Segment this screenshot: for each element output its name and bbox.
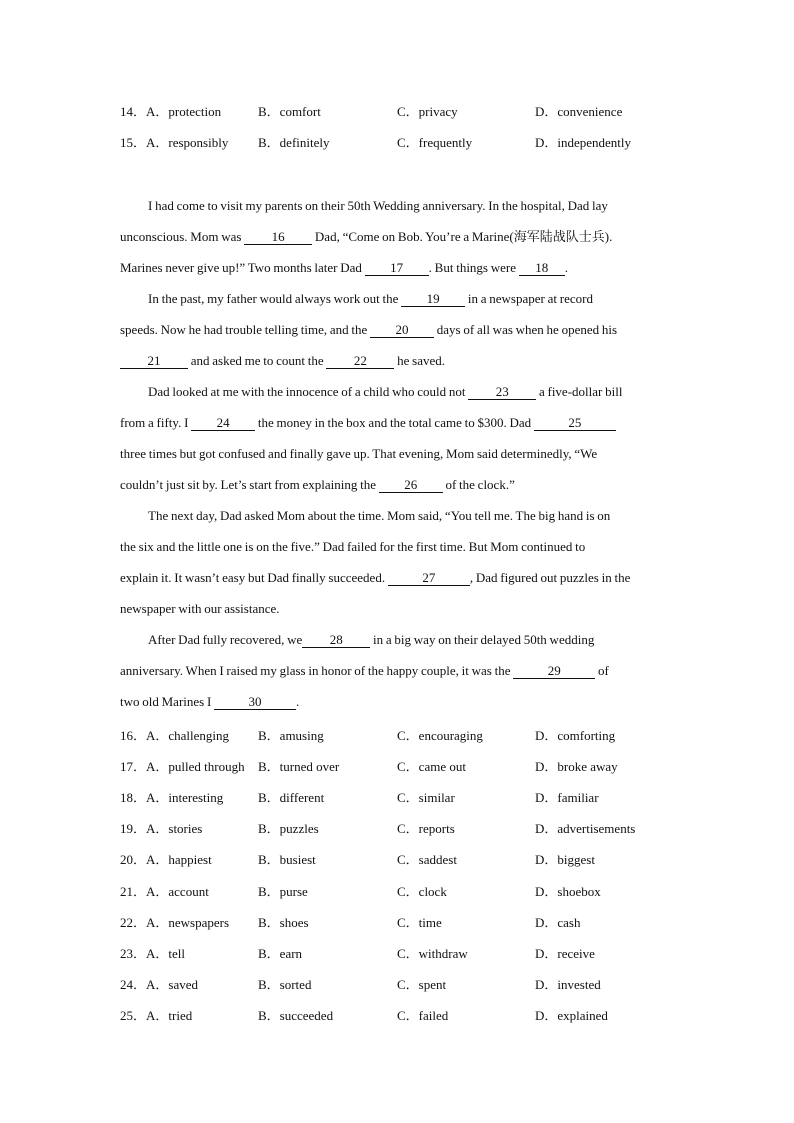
option-c: C．clock xyxy=(397,884,447,899)
option-row-25 xyxy=(120,1006,720,1026)
text: unconscious. Mom was xyxy=(120,229,245,244)
passage-line xyxy=(120,562,680,593)
option-d: D．biggest xyxy=(535,852,595,867)
option-row-17 xyxy=(120,757,720,777)
passage-line xyxy=(120,252,680,283)
option-row-18 xyxy=(120,788,720,808)
option-a: 22．A．newspapers xyxy=(120,915,230,930)
text: in a big way on their delayed 50th wedding xyxy=(370,632,595,647)
passage-line xyxy=(120,221,680,252)
passage-line xyxy=(120,283,680,314)
option-row-23 xyxy=(120,944,720,964)
passage-line xyxy=(120,407,680,438)
text: explain it. It wasn’t easy but Dad finally succeeded. xyxy=(120,570,388,585)
option-a: 23．A．tell xyxy=(120,946,185,961)
blank-18[interactable]: 18 xyxy=(519,261,565,276)
text: . But things were xyxy=(428,260,519,275)
text: the six and the little one is on the five.” Dad failed for the first time. But Mom continued to xyxy=(120,539,586,554)
option-c: C．failed xyxy=(397,1008,449,1023)
option-d: D．receive xyxy=(535,946,595,961)
passage-line xyxy=(120,190,680,221)
option-c: C．came out xyxy=(397,759,466,774)
option-d: D．shoebox xyxy=(535,884,601,899)
option-a: 15．A．responsibly xyxy=(120,135,229,150)
passage-line xyxy=(120,655,680,686)
text: of the clock.” xyxy=(442,477,515,492)
blank-20[interactable]: 20 xyxy=(370,323,434,338)
blank-19[interactable]: 19 xyxy=(401,292,465,307)
blank-16[interactable]: 16 xyxy=(244,230,312,245)
option-a: 14．A．protection xyxy=(120,104,222,119)
option-c: C．encouraging xyxy=(397,728,483,743)
blank-25[interactable]: 25 xyxy=(534,416,616,431)
passage-line xyxy=(120,500,680,531)
option-d: D．independently xyxy=(535,135,632,150)
option-d: D．invested xyxy=(535,977,601,992)
text: newspaper with our assistance. xyxy=(120,601,280,616)
option-a: 25．A．tried xyxy=(120,1008,193,1023)
passage-line xyxy=(120,345,680,376)
text: and asked me to count the xyxy=(188,353,327,368)
option-b: B．amusing xyxy=(258,728,324,743)
text: a five-dollar bill xyxy=(536,384,623,399)
option-b: B．succeeded xyxy=(258,1008,334,1023)
text: the money in the box and the total came to $300. Dad xyxy=(255,415,534,430)
text: in a newspaper at record xyxy=(465,291,593,306)
option-c: C．withdraw xyxy=(397,946,468,961)
option-b: B．comfort xyxy=(258,104,321,119)
option-c: C．saddest xyxy=(397,852,457,867)
option-b: B．busiest xyxy=(258,852,316,867)
option-a: 18．A．interesting xyxy=(120,790,224,805)
passage-line xyxy=(120,686,680,717)
passage-line xyxy=(120,469,680,500)
blank-26[interactable]: 26 xyxy=(379,478,443,493)
cloze-passage xyxy=(120,190,680,717)
blank-29[interactable]: 29 xyxy=(513,664,595,679)
text: Dad, “Come on Bob. You’re a Marine(海军陆战队士兵). xyxy=(312,229,613,244)
passage-line xyxy=(120,314,680,345)
text: In the past, my father would always work out the xyxy=(148,291,402,306)
option-c: C．reports xyxy=(397,821,455,836)
option-a: 24．A．saved xyxy=(120,977,198,992)
blank-23[interactable]: 23 xyxy=(468,385,536,400)
option-a: 21．A．account xyxy=(120,884,209,899)
option-a: 20．A．happiest xyxy=(120,852,212,867)
option-d: D．convenience xyxy=(535,104,623,119)
text: he saved. xyxy=(394,353,446,368)
text: anniversary. When I raised my glass in honor of the happy couple, it was the xyxy=(120,663,514,678)
text: of xyxy=(595,663,609,678)
text: couldn’t just sit by. Let’s start from explaining the xyxy=(120,477,379,492)
option-a: 16．A．challenging xyxy=(120,728,230,743)
option-b: B．sorted xyxy=(258,977,312,992)
option-c: C．spent xyxy=(397,977,447,992)
blank-27[interactable]: 27 xyxy=(388,571,470,586)
text: Dad looked at me with the innocence of a child who could not xyxy=(148,384,469,399)
text: two old Marines I xyxy=(120,694,215,709)
option-b: B．puzzles xyxy=(258,821,319,836)
text: days of all was when he opened his xyxy=(434,322,618,337)
option-c: C．frequently xyxy=(397,135,473,150)
option-b: B．earn xyxy=(258,946,303,961)
text: . xyxy=(564,260,568,275)
passage-line xyxy=(120,593,680,624)
option-row-22 xyxy=(120,913,720,933)
option-row-19 xyxy=(120,819,720,839)
text: , Dad figured out puzzles in the xyxy=(469,570,631,585)
text: After Dad fully recovered, we xyxy=(148,632,303,647)
text: from a fifty. I xyxy=(120,415,192,430)
option-d: D．comforting xyxy=(535,728,616,743)
text: speeds. Now he had trouble telling time, and the xyxy=(120,322,371,337)
option-row-15 xyxy=(120,133,720,153)
option-row-20 xyxy=(120,850,720,870)
passage-line xyxy=(120,624,680,655)
option-c: C．privacy xyxy=(397,104,458,119)
text: I had come to visit my parents on their 50th Wedding anniversary. In the hospital, Dad lay xyxy=(148,198,608,213)
blank-21[interactable]: 21 xyxy=(120,354,188,369)
option-a: 19．A．stories xyxy=(120,821,203,836)
option-b: B．definitely xyxy=(258,135,330,150)
blank-17[interactable]: 17 xyxy=(365,261,429,276)
option-row-16 xyxy=(120,726,720,746)
blank-22[interactable]: 22 xyxy=(326,354,394,369)
option-row-14 xyxy=(120,102,720,122)
blank-24[interactable]: 24 xyxy=(191,416,255,431)
option-b: B．turned over xyxy=(258,759,340,774)
passage-line xyxy=(120,531,680,562)
text: three times but got confused and finally gave up. That evening, Mom said determinedly, “We xyxy=(120,446,598,461)
option-c: C．similar xyxy=(397,790,455,805)
option-row-21 xyxy=(120,882,720,902)
option-row-24 xyxy=(120,975,720,995)
option-c: C．time xyxy=(397,915,442,930)
blank-30[interactable]: 30 xyxy=(214,695,296,710)
blank-28[interactable]: 28 xyxy=(302,633,370,648)
option-b: B．shoes xyxy=(258,915,309,930)
text: Marines never give up!” Two months later Dad xyxy=(120,260,365,275)
option-d: D．advertisements xyxy=(535,821,636,836)
option-b: B．different xyxy=(258,790,325,805)
option-b: B．purse xyxy=(258,884,308,899)
text: The next day, Dad asked Mom about the time. Mom said, “You tell me. The big hand is on xyxy=(148,508,611,523)
option-d: D．cash xyxy=(535,915,581,930)
option-d: D．explained xyxy=(535,1008,608,1023)
passage-line xyxy=(120,438,680,469)
option-a: 17．A．pulled through xyxy=(120,759,245,774)
passage-line xyxy=(120,376,680,407)
text: . xyxy=(296,694,300,709)
option-d: D．broke away xyxy=(535,759,618,774)
option-d: D．familiar xyxy=(535,790,599,805)
